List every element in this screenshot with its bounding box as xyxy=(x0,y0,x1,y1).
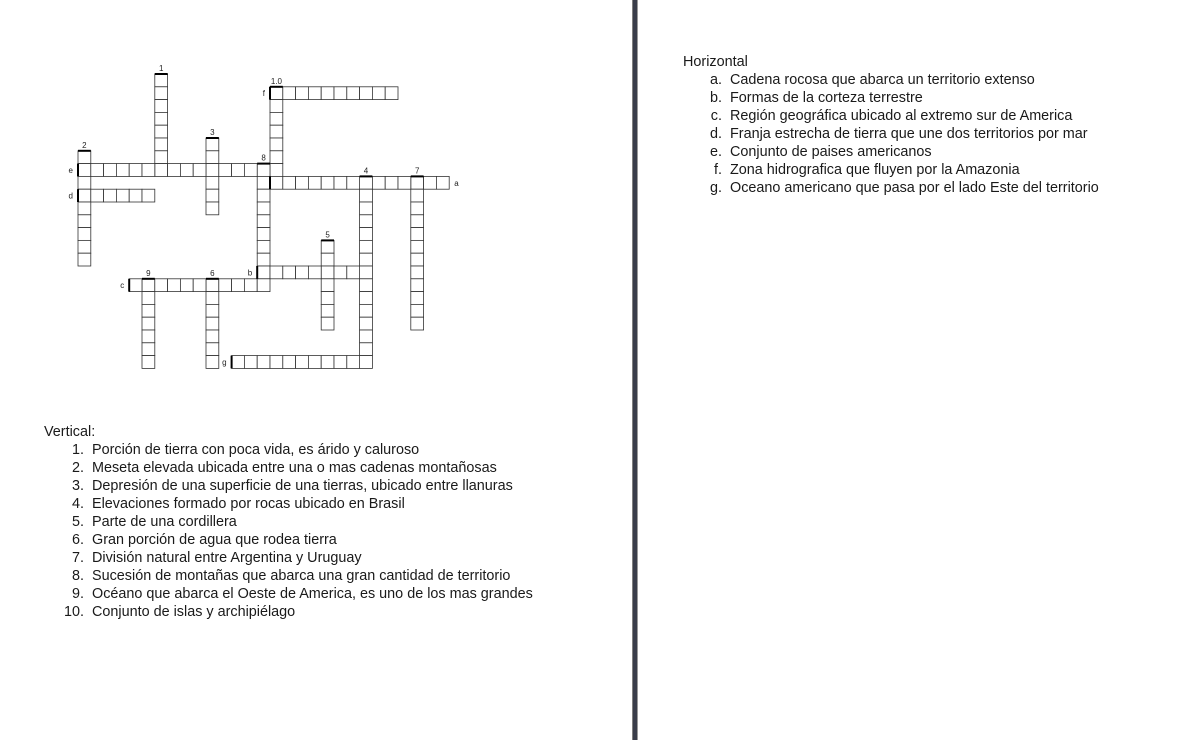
crossword-cell[interactable] xyxy=(321,240,334,253)
clue-number: 8. xyxy=(71,568,84,584)
vertical-number-label: 7 xyxy=(414,166,420,176)
crossword-cell[interactable] xyxy=(398,176,411,189)
clue-number: f. xyxy=(714,162,722,178)
crossword-cell[interactable] xyxy=(270,87,283,100)
crossword-cell[interactable] xyxy=(155,151,168,164)
crossword-cell[interactable] xyxy=(168,279,181,292)
crossword-cell[interactable] xyxy=(411,240,424,253)
crossword-cell[interactable] xyxy=(424,176,437,189)
clue-number: 7. xyxy=(71,550,84,566)
crossword-cell[interactable] xyxy=(142,164,155,177)
crossword-cell[interactable] xyxy=(232,279,245,292)
horizontal-clue-item xyxy=(710,107,1099,125)
crossword-cell[interactable] xyxy=(360,343,373,356)
horizontal-letter-label: e xyxy=(68,166,73,175)
clue-number: 3. xyxy=(71,478,84,494)
crossword-cell[interactable] xyxy=(206,189,219,202)
crossword-cell[interactable] xyxy=(334,176,347,189)
crossword-cell[interactable] xyxy=(411,253,424,266)
crossword-cell[interactable] xyxy=(360,176,373,189)
clue-number: a. xyxy=(709,72,722,88)
crossword-cell[interactable] xyxy=(347,176,360,189)
crossword-cell[interactable] xyxy=(257,228,270,241)
crossword-cell[interactable] xyxy=(142,279,155,292)
vertical-number-label: 1 xyxy=(158,64,164,73)
horizontal-heading: Horizontal xyxy=(683,54,748,70)
horizontal-clue-item xyxy=(714,161,1099,179)
crossword-cell[interactable] xyxy=(270,112,283,125)
clue-number: 10. xyxy=(63,604,84,620)
vertical-clue-list xyxy=(44,441,533,621)
clue-text: Meseta elevada ubicada entre una o mas cadenas montañosas xyxy=(92,460,497,476)
crossword-cell[interactable] xyxy=(385,176,398,189)
crossword-cell[interactable] xyxy=(129,164,142,177)
crossword-cell[interactable] xyxy=(232,164,245,177)
crossword-cell[interactable] xyxy=(116,189,129,202)
vertical-clue-item xyxy=(71,567,533,585)
crossword-cell[interactable] xyxy=(257,240,270,253)
crossword-cell[interactable] xyxy=(104,164,117,177)
crossword-cell[interactable] xyxy=(308,356,321,369)
vertical-clue-item xyxy=(71,531,533,549)
clue-text: Conjunto de islas y archipiélago xyxy=(92,604,296,620)
crossword-cell[interactable] xyxy=(78,164,91,177)
crossword-cell[interactable] xyxy=(270,100,283,113)
vertical-number-label: 5 xyxy=(325,230,330,240)
vertical-number-label: 6 xyxy=(210,268,215,278)
crossword-cell[interactable] xyxy=(257,279,270,292)
vertical-clue-item xyxy=(71,549,533,567)
crossword-cell[interactable] xyxy=(321,176,334,189)
crossword-cell[interactable] xyxy=(244,356,257,369)
crossword-cell[interactable] xyxy=(78,189,91,202)
crossword-cell[interactable] xyxy=(360,356,373,369)
crossword-cell[interactable] xyxy=(411,176,424,189)
crossword-cell[interactable] xyxy=(206,279,219,292)
crossword-cell[interactable] xyxy=(206,304,219,317)
vertical-clue-item xyxy=(71,495,533,513)
vertical-clue-item xyxy=(71,585,533,603)
crossword-cell[interactable] xyxy=(360,279,373,292)
crossword-cell[interactable] xyxy=(206,151,219,164)
crossword-cell[interactable] xyxy=(385,87,398,100)
crossword-cell[interactable] xyxy=(219,164,232,177)
crossword-cell[interactable] xyxy=(411,202,424,215)
crossword-cell[interactable] xyxy=(78,240,91,253)
horizontal-letter-label: d xyxy=(68,191,73,201)
crossword-cell[interactable] xyxy=(155,100,168,113)
crossword-cell[interactable] xyxy=(104,189,117,202)
crossword-cell[interactable] xyxy=(360,215,373,228)
crossword-cell[interactable] xyxy=(270,138,283,151)
clue-text: Oceano americano que pasa por el lado Este del territorio xyxy=(730,180,1099,196)
clue-text: Zona hidrografica que fluyen por la Amazonia xyxy=(730,162,1020,178)
crossword-cell[interactable] xyxy=(257,253,270,266)
crossword-cell[interactable] xyxy=(334,87,347,100)
crossword-cell[interactable] xyxy=(270,125,283,138)
clue-number: 1. xyxy=(71,442,84,458)
crossword-cell[interactable] xyxy=(257,176,270,189)
crossword-cell[interactable] xyxy=(168,164,181,177)
crossword-cell[interactable] xyxy=(321,292,334,305)
crossword-cell[interactable] xyxy=(244,164,257,177)
crossword-cell[interactable] xyxy=(155,164,168,177)
crossword-cell[interactable] xyxy=(321,253,334,266)
clue-number: c. xyxy=(710,108,722,124)
crossword-cell[interactable] xyxy=(193,164,206,177)
clue-number: g. xyxy=(709,180,722,196)
vertical-clue-item xyxy=(71,441,533,459)
crossword-cell[interactable] xyxy=(78,253,91,266)
crossword-cell[interactable] xyxy=(411,292,424,305)
horizontal-clue-item xyxy=(709,89,1099,107)
crossword-cell[interactable] xyxy=(91,189,104,202)
clue-text: Franja estrecha de tierra que une dos territorios por mar xyxy=(730,126,1088,142)
vertical-heading: Vertical: xyxy=(44,424,96,440)
crossword-cell[interactable] xyxy=(308,176,321,189)
crossword-cell[interactable] xyxy=(321,304,334,317)
crossword-cell[interactable] xyxy=(347,356,360,369)
crossword-cell[interactable] xyxy=(206,343,219,356)
crossword-cell[interactable] xyxy=(296,176,309,189)
crossword-cell[interactable] xyxy=(283,266,296,279)
clue-text: Elevaciones formado por rocas ubicado en Brasil xyxy=(92,496,405,512)
clue-text: Gran porción de agua que rodea tierra xyxy=(92,532,337,548)
crossword-cell[interactable] xyxy=(321,279,334,292)
right-page xyxy=(638,0,1192,740)
crossword-cell[interactable] xyxy=(270,151,283,164)
crossword-cell[interactable] xyxy=(360,292,373,305)
crossword-cell[interactable] xyxy=(78,215,91,228)
crossword-cell[interactable] xyxy=(296,87,309,100)
crossword-cell[interactable] xyxy=(155,279,168,292)
crossword-cell[interactable] xyxy=(411,266,424,279)
crossword-cell[interactable] xyxy=(155,87,168,100)
crossword-cell[interactable] xyxy=(360,87,373,100)
clue-number: d. xyxy=(709,126,722,142)
crossword-cell[interactable] xyxy=(296,356,309,369)
vertical-clue-item xyxy=(71,513,533,531)
clue-number: e. xyxy=(709,144,722,160)
crossword-cell[interactable] xyxy=(155,138,168,151)
crossword-cell[interactable] xyxy=(257,215,270,228)
crossword-cell[interactable] xyxy=(321,266,334,279)
crossword-cell[interactable] xyxy=(180,279,193,292)
clue-text: Océano que abarca el Oeste de America, es uno de los mas grandes xyxy=(92,586,533,602)
crossword-cell[interactable] xyxy=(257,266,270,279)
horizontal-letter-label: c xyxy=(120,281,125,291)
vertical-number-label: 9 xyxy=(146,268,151,278)
crossword-grid xyxy=(0,0,632,400)
horizontal-letter-label: g xyxy=(222,358,227,367)
crossword-cell[interactable] xyxy=(360,317,373,330)
crossword-cell[interactable] xyxy=(270,176,283,189)
vertical-number-label: 8 xyxy=(261,153,266,163)
crossword-cell[interactable] xyxy=(206,292,219,305)
crossword-cell[interactable] xyxy=(206,356,219,369)
crossword-cell[interactable] xyxy=(206,317,219,330)
crossword-cell[interactable] xyxy=(257,164,270,177)
horizontal-clue-item xyxy=(709,71,1099,89)
crossword-cell[interactable] xyxy=(411,304,424,317)
vertical-clue-item xyxy=(63,603,533,621)
crossword-cell[interactable] xyxy=(142,317,155,330)
crossword-cell[interactable] xyxy=(283,176,296,189)
horizontal-letter-label: f xyxy=(262,89,265,99)
crossword-cell[interactable] xyxy=(411,215,424,228)
crossword-cell[interactable] xyxy=(411,228,424,241)
crossword-cell[interactable] xyxy=(270,266,283,279)
crossword-cell[interactable] xyxy=(360,189,373,202)
crossword-cell[interactable] xyxy=(347,87,360,100)
crossword-cell[interactable] xyxy=(360,253,373,266)
crossword-cell[interactable] xyxy=(308,87,321,100)
clue-number: 2. xyxy=(71,460,84,476)
crossword-cell[interactable] xyxy=(257,356,270,369)
crossword-cell[interactable] xyxy=(244,279,257,292)
clue-number: 6. xyxy=(71,532,84,548)
crossword-cell[interactable] xyxy=(78,202,91,215)
crossword-cell[interactable] xyxy=(78,228,91,241)
crossword-cell[interactable] xyxy=(206,138,219,151)
vertical-number-label: 4 xyxy=(363,166,369,176)
crossword-cell[interactable] xyxy=(360,330,373,343)
crossword-cell[interactable] xyxy=(219,279,232,292)
vertical-number-label: 1.0 xyxy=(270,76,282,86)
horizontal-letter-label: a xyxy=(454,178,459,188)
crossword-cell[interactable] xyxy=(155,125,168,138)
clue-text: Porción de tierra con poca vida, es árido y caluroso xyxy=(92,442,420,458)
vertical-clue-item xyxy=(71,477,533,495)
crossword-cell[interactable] xyxy=(360,304,373,317)
crossword-cell[interactable] xyxy=(360,228,373,241)
horizontal-clues xyxy=(683,53,1099,197)
horizontal-clue-item xyxy=(709,125,1099,143)
crossword-cell[interactable] xyxy=(193,279,206,292)
crossword-cell[interactable] xyxy=(411,279,424,292)
crossword-cell[interactable] xyxy=(296,266,309,279)
crossword-cell[interactable] xyxy=(257,202,270,215)
crossword-cell[interactable] xyxy=(372,87,385,100)
crossword-cell[interactable] xyxy=(283,87,296,100)
crossword-cell[interactable] xyxy=(91,164,104,177)
crossword-cell[interactable] xyxy=(411,189,424,202)
vertical-clues xyxy=(44,423,533,621)
crossword-cell[interactable] xyxy=(321,356,334,369)
crossword-cell[interactable] xyxy=(360,266,373,279)
crossword-cell[interactable] xyxy=(411,317,424,330)
crossword-cell[interactable] xyxy=(142,343,155,356)
clue-text: División natural entre Argentina y Uruguay xyxy=(92,550,362,566)
horizontal-clue-item xyxy=(709,143,1099,161)
vertical-clue-item xyxy=(71,459,533,477)
crossword-cell[interactable] xyxy=(360,240,373,253)
clue-number: 4. xyxy=(71,496,84,512)
vertical-number-label: 3 xyxy=(210,128,215,137)
crossword-cell[interactable] xyxy=(321,87,334,100)
crossword-cell[interactable] xyxy=(321,317,334,330)
horizontal-clue-list xyxy=(683,71,1099,197)
vertical-number-label: 2 xyxy=(82,140,87,150)
crossword-cell[interactable] xyxy=(129,279,142,292)
crossword-cell[interactable] xyxy=(142,189,155,202)
crossword-cell[interactable] xyxy=(78,176,91,189)
crossword-cell[interactable] xyxy=(142,356,155,369)
clue-text: Sucesión de montañas que abarca una gran cantidad de territorio xyxy=(92,568,511,584)
crossword-cell[interactable] xyxy=(257,189,270,202)
crossword-cell[interactable] xyxy=(360,202,373,215)
crossword-cell[interactable] xyxy=(283,356,296,369)
crossword-cell[interactable] xyxy=(206,202,219,215)
crossword-cell[interactable] xyxy=(206,164,219,177)
crossword-cell[interactable] xyxy=(436,176,449,189)
crossword-cell[interactable] xyxy=(206,330,219,343)
crossword-cell[interactable] xyxy=(372,176,385,189)
clue-text: Formas de la corteza terrestre xyxy=(730,90,923,106)
crossword-cell[interactable] xyxy=(155,74,168,87)
clue-text: Cadena rocosa que abarca un territorio extenso xyxy=(730,72,1035,88)
crossword-cell[interactable] xyxy=(334,356,347,369)
crossword-cell[interactable] xyxy=(142,330,155,343)
clue-text: Región geográfica ubicado al extremo sur de America xyxy=(730,108,1073,124)
crossword-cell[interactable] xyxy=(78,151,91,164)
crossword-cell[interactable] xyxy=(116,164,129,177)
crossword-cell[interactable] xyxy=(142,304,155,317)
crossword-cell[interactable] xyxy=(142,292,155,305)
crossword-cell[interactable] xyxy=(270,356,283,369)
crossword-cell[interactable] xyxy=(347,266,360,279)
clue-text: Conjunto de paises americanos xyxy=(730,144,932,160)
crossword-cell[interactable] xyxy=(270,164,283,177)
clue-number: b. xyxy=(709,90,722,106)
crossword-cell[interactable] xyxy=(308,266,321,279)
crossword-cell[interactable] xyxy=(334,266,347,279)
clue-number: 9. xyxy=(71,586,84,602)
horizontal-clue-item xyxy=(709,179,1099,197)
clue-number: 5. xyxy=(71,514,84,530)
crossword-cell[interactable] xyxy=(232,356,245,369)
crossword-cell[interactable] xyxy=(129,189,142,202)
crossword-cell[interactable] xyxy=(155,112,168,125)
crossword-cell[interactable] xyxy=(206,176,219,189)
clue-text: Parte de una cordillera xyxy=(92,514,237,530)
crossword-cell[interactable] xyxy=(180,164,193,177)
clue-text: Depresión de una superficie de una tierras, ubicado entre llanuras xyxy=(92,478,513,494)
horizontal-letter-label: b xyxy=(247,268,253,278)
